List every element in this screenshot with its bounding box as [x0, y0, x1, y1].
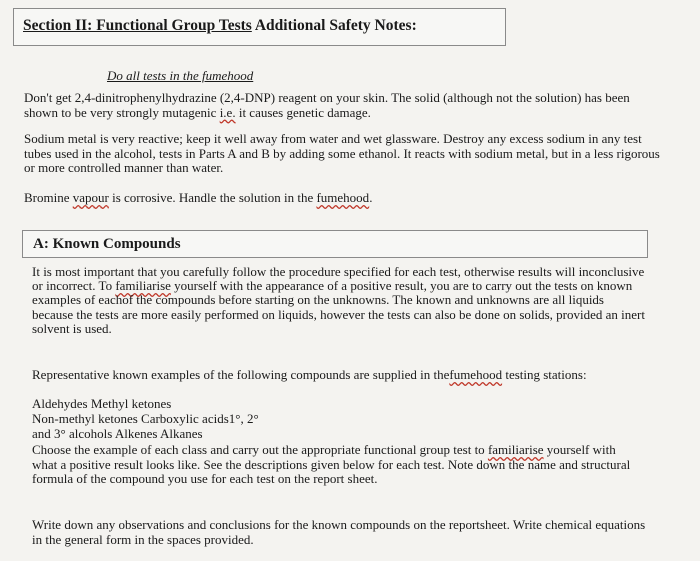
bromine-warning: Bromine vapour is corrosive. Handle the solution in the fumehood.	[24, 190, 373, 205]
sodium-warning: Sodium metal is very reactive; keep it well away from water and wet glassware. Destroy any excess sodium in any test tubes used in the alcohol, tests in Parts A and B by adding some ethanol. It reacts with sodium metal, but in a less rigorous or more controlled manner than water.	[24, 131, 660, 175]
section-title: Section II: Functional Group Tests	[23, 17, 252, 34]
known-compounds-header	[22, 230, 648, 258]
fumehood-word: fumehood	[316, 190, 370, 205]
compound-line-3: and 3° alcohols Alkenes Alkanes	[32, 426, 203, 441]
choose-example-text: Choose the example of each class and carry out the appropriate functional group test to familiarise yourself with what a positive result looks like. See the descriptions given below for each test. Note down the name and structural formula of the compound you use for each test on the report sheet.	[32, 442, 631, 486]
dnp-warning: Don't get 2,4-dinitrophenylhydrazine (2,4-DNP) reagent on your skin. The solid (although not the solution) has been shown to be very strongly mutagenic i.e. it causes genetic damage.	[24, 90, 630, 120]
ie-word: i.e.	[219, 104, 236, 120]
fumehood-note: Do all tests in the fumehood	[107, 68, 254, 83]
compound-line-2: Non-methyl ketones Carboxylic acids1°, 2°	[32, 411, 259, 426]
observations-text: Write down any observations and conclusions for the known compounds on the reportsheet. Write chemical equations in the general form in the spaces provided.	[32, 517, 646, 547]
familiarise-word: familiarise	[115, 278, 171, 294]
familiarise-word-2: familiarise	[487, 442, 544, 457]
known-examples-intro: Representative known examples of the following compounds are supplied in thefumehood testing stations:	[32, 367, 587, 382]
known-compounds-title: A: Known Compounds	[33, 236, 181, 252]
section-header-box	[13, 8, 506, 46]
fumehood-word-2: fumehood	[449, 367, 503, 382]
vapour-word: vapour	[72, 190, 109, 205]
compound-line-1: Aldehydes Methyl ketones	[32, 396, 172, 411]
section-subtitle: Additional Safety Notes:	[251, 17, 417, 34]
known-intro: It is most important that you carefully follow the procedure specified for each test, otherwise results will inconclusive or incorrect. To familiarise yourself with the appearance of a positive result, you are to carry out the tests on known examples of eachof the compounds before starting on the unknowns. The known and unknowns are all liquids because the tests are more easily performed on liquids, however the tests can also be done on solids, provided an inert solvent is used.	[32, 264, 645, 336]
